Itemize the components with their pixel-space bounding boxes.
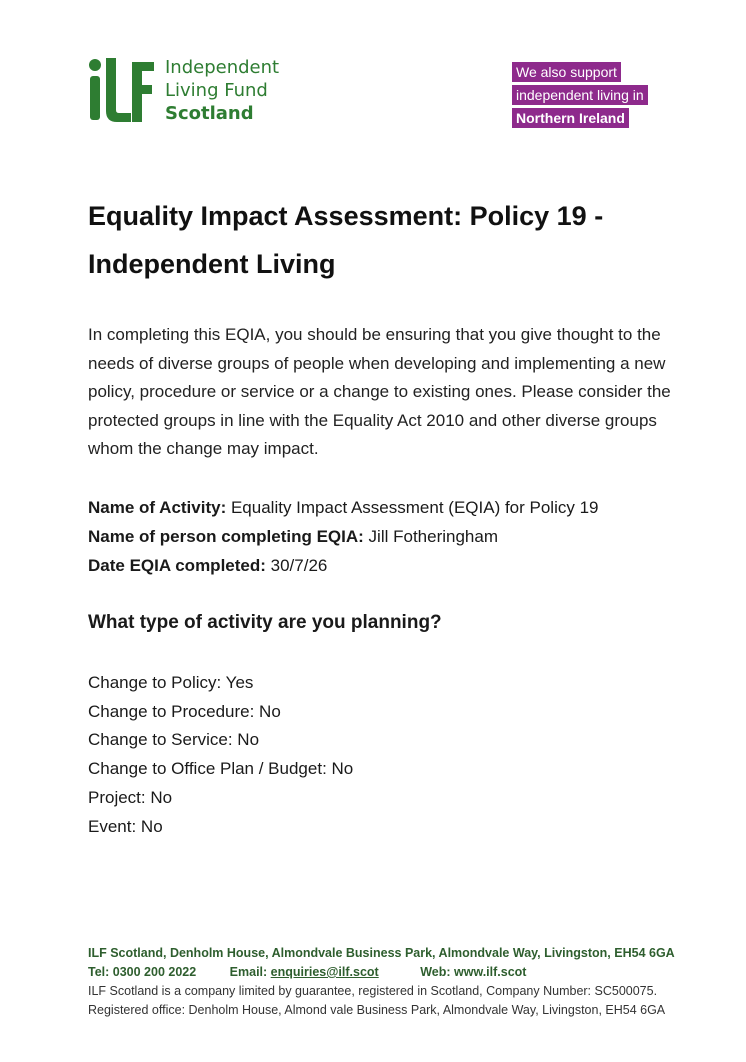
footer-email-label: Email: — [229, 965, 268, 979]
field-value: 30/7/26 — [270, 556, 328, 575]
title-line-2: Independent Living — [88, 249, 336, 279]
logo-line-1: Independent — [165, 57, 280, 78]
list-item: Project: No — [88, 787, 173, 807]
field-activity-name — [88, 493, 688, 522]
field-value: Jill Fotheringham — [368, 527, 498, 546]
ni-badge-line-1: We also support — [512, 62, 621, 82]
field-label: Date EQIA completed: — [88, 556, 266, 575]
list-item: Change to Policy: Yes — [88, 673, 254, 692]
footer-web: Web: www.ilf.scot — [420, 965, 527, 979]
list-item: Change to Service: No — [88, 730, 260, 750]
footer-address: ILF Scotland, Denholm House, Almondvale Business Park, Almondvale Way, Livingston, EH54 6GA — [88, 946, 675, 960]
activity-details — [88, 493, 688, 580]
activity-type-list — [88, 669, 588, 841]
document-title — [88, 192, 688, 288]
field-value: Equality Impact Assessment (EQIA) for Policy 19 — [230, 498, 599, 517]
field-date-completed — [88, 551, 688, 580]
ni-badge-line-3: Northern Ireland — [512, 108, 629, 128]
field-person-completing — [88, 522, 688, 551]
field-label: Name of person completing EQIA: — [88, 527, 364, 546]
logo-wordmark — [165, 56, 279, 125]
footer-registered-office: Registered office: Denholm House, Almond vale Business Park, Almondvale Way, Livingston, EH54 6GA — [88, 1003, 666, 1017]
ilf-logo-mark — [88, 58, 156, 124]
list-item: Change to Office Plan / Budget: No — [88, 759, 354, 779]
footer-email-link[interactable]: enquiries@ilf.scot — [270, 965, 379, 979]
logo-line-2: Living Fund — [165, 80, 268, 101]
footer-contact — [88, 963, 708, 982]
activity-type-heading: What type of activity are you planning? — [88, 612, 442, 633]
list-item: Event: No — [88, 816, 163, 836]
logo-line-3: Scotland — [165, 103, 254, 124]
footer-company: ILF Scotland is a company limited by guarantee, registered in Scotland, Company Number: SC500075. — [88, 984, 658, 998]
ilf-logo — [88, 56, 308, 126]
field-label: Name of Activity: — [88, 498, 227, 517]
page-footer — [88, 944, 708, 1020]
title-line-1: Equality Impact Assessment: Policy 19 - — [88, 201, 604, 231]
list-item: Change to Procedure: No — [88, 701, 281, 721]
intro-paragraph: In completing this EQIA, you should be ensuring that you give thought to the needs of diverse groups of people when developing and implementing a new policy, procedure or service or a change to existing ones. Please consider the protected groups in line with the Equality Act 2010 and other diverse groups whom the change may impact. — [88, 325, 671, 458]
ni-badge-line-2: independent living in — [512, 85, 648, 105]
footer-tel: Tel: 0300 200 2022 — [88, 965, 197, 979]
